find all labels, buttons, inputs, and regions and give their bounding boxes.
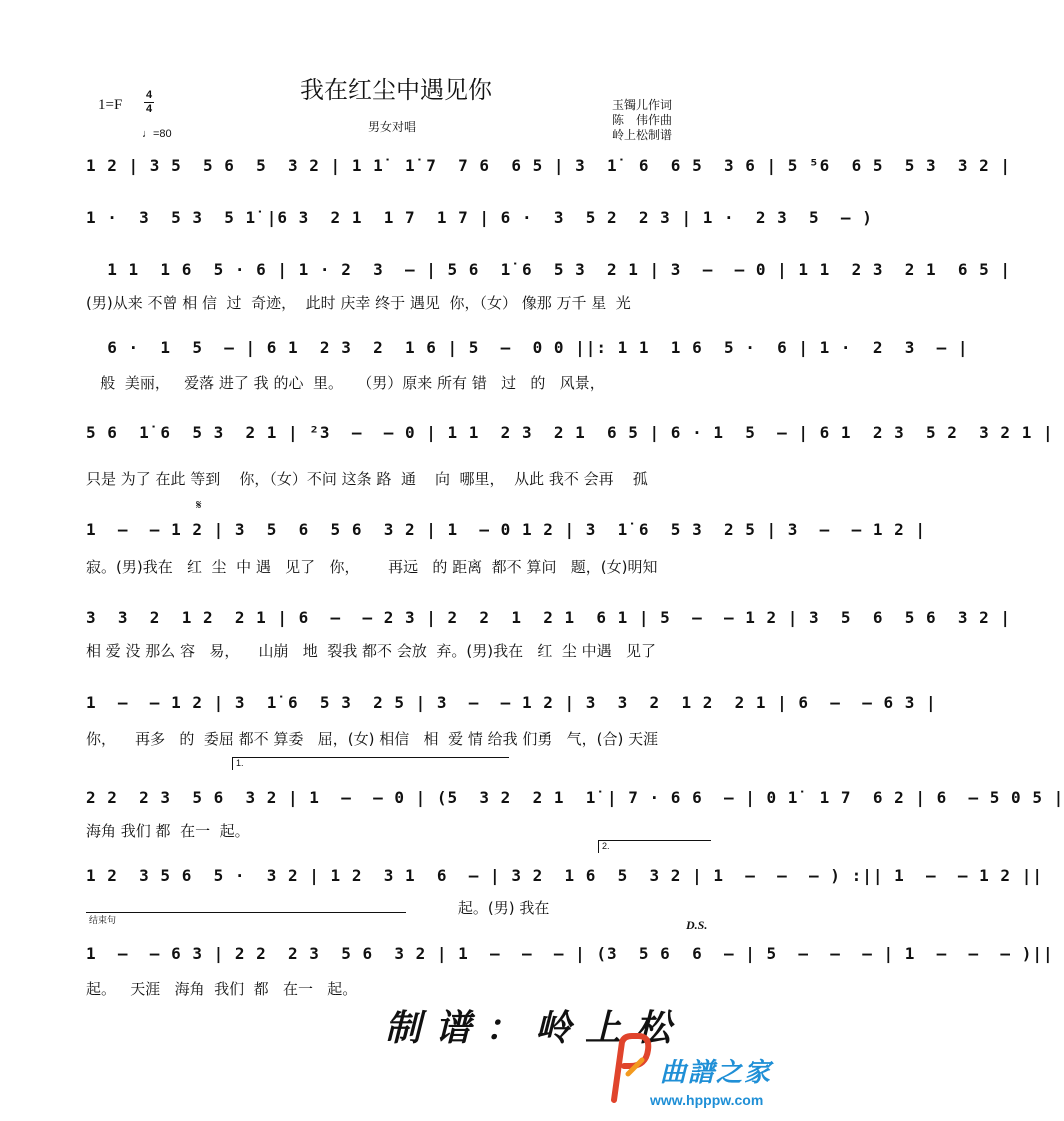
volta-2-label: 2. [602, 841, 610, 851]
lyric-row-3: (男)从来 不曾 相 信 过 奇迹， 此时 庆幸 终于 遇见 你，（女） 像那 万千 星 光 [86, 294, 631, 312]
lyric-row-4: 般 美丽， 爱落 进了 我 的心 里。 （男）原来 所有 错 过 的 风景， [86, 374, 605, 392]
lyricist-credit: 玉镯儿作词 [612, 98, 673, 112]
volta-1-label: 1. [236, 758, 244, 768]
lyric-row-8: 你， 再多 的 委屈 都不 算委 屈，(女) 相信 相 爱 情 给我 们勇 气，(合) 天涯 [86, 730, 659, 748]
staff-row-4 [86, 330, 969, 368]
song-subtitle: 男女对唱 [368, 120, 417, 134]
staff-row-3 [86, 252, 1012, 290]
logo-p-icon [608, 1034, 652, 1104]
notation-row-8: 1 – – 1 2 | 3 1̇ 6 5 3 2 5 | 3 – – 1 2 | 3 3 2 1 2 2 1 | 6 – – 6 3 | [86, 693, 937, 712]
notation-row-7: 3 3 2 1 2 2 1 | 6 – – 2 3 | 2 2 1 2 1 6 1 | 5 – – 1 2 | 3 5 6 5 6 3 2 | [86, 608, 1012, 627]
lyric-row-5: 只是 为了 在此 等到 你，（女）不问 这条 路 通 向 哪里， 从此 我不 会再 孤 [86, 470, 648, 488]
ending-bracket [86, 912, 406, 925]
staff-row-11 [86, 936, 1054, 974]
volta-1-bracket [232, 757, 509, 770]
ending-label: 结束句 [89, 915, 117, 925]
composer-credit: 陈 伟作曲 [612, 113, 673, 127]
time-signature [144, 90, 154, 115]
staff-row-8 [86, 685, 937, 723]
staff-row-2 [86, 200, 873, 238]
arranger-signature: 制谱：岭上松 [385, 1007, 686, 1049]
watermark-brand: 曲譜之家 [660, 1058, 773, 1088]
ds-mark: D.S. [686, 918, 708, 932]
lyric-row-10: 起。(男) 我在 [86, 899, 550, 917]
segno-mark: 𝄋 [196, 498, 202, 513]
notation-row-1: 1 2 | 3 5 5 6 5 3 2 | 1 1̇ 1̇ 7 7 6 6 5 | 3 1̇ 6 6 5 3 6 | 5 ⁵6 6 5 5 3 3 2 | [86, 156, 1012, 175]
time-signature-top: 4 [145, 89, 153, 101]
watermark-url: www.hpppw.com [650, 1092, 764, 1108]
site-watermark [600, 1030, 790, 1115]
notation-row-11: 1 – – 6 3 | 2 2 2 3 5 6 3 2 | 1 – – – | (3 5 6 6 – | 5 – – – | 1 – – – )|| [86, 944, 1054, 963]
lyric-row-9: 海角 我们 都 在一 起。 [86, 822, 250, 840]
notation-row-3: 1 1 1 6 5 · 6 | 1 · 2 3 – | 5 6 1̇ 6 5 3 2 1 | 3 – – 0 | 1 1 2 3 2 1 6 5 | [86, 260, 1012, 279]
time-signature-bottom: 4 [145, 103, 153, 115]
lyric-row-7: 相 爱 没 那么 容 易， 山崩 地 裂我 都不 会放 弃。(男)我在 红 尘 中遇 见了 [86, 642, 656, 660]
staff-row-7 [86, 600, 1012, 638]
volta-2-bracket [598, 840, 711, 853]
notation-row-4: 6 · 1 5 – | 6 1 2 3 2 1 6 | 5 – 0 0 ||: 1 1 1 6 5 · 6 | 1 · 2 3 – | [86, 338, 969, 357]
tempo-marking: ♩=80 [142, 128, 172, 140]
notation-row-10: 1 2 3 5 6 5 · 3 2 | 1 2 3 1 6 – | 3 2 1 6 5 3 2 | 1 – – – ) :|| 1 – – 1 2 || [86, 866, 1043, 885]
credits [612, 98, 672, 143]
notation-row-2: 1 · 3 5 3 5 1̇ |6 3 2 1 1 7 1 7 | 6 · 3 5 2 2 3 | 1 · 2 3 5 – ) [86, 208, 873, 227]
key-signature: 1=F [98, 97, 123, 113]
song-title: 我在红尘中遇见你 [300, 76, 492, 104]
staff-row-10 [86, 858, 1043, 896]
staff-row-5 [86, 415, 1054, 453]
notation-row-5: 5 6 1̇ 6 5 3 2 1 | ²3 – – 0 | 1 1 2 3 2 1 6 5 | 6 · 1 5 – | 6 1 2 3 5 2 3 2 1 | [86, 423, 1054, 442]
lyric-row-11: 起。 天涯 海角 我们 都 在一 起。 [86, 980, 358, 998]
staff-row-9 [86, 780, 1064, 818]
notation-row-9: 2 2 2 3 5 6 3 2 | 1 – – 0 | (5 3 2 2 1 1̇ | 7 · 6 6 – | 0 1̇ 1 7 6 2 | 6 – 5 0 5 | [86, 788, 1064, 807]
staff-row-1 [86, 148, 1012, 186]
notation-row-6: 1 – – 1 2 | 3 5 6 5 6 3 2 | 1 – 0 1 2 | 3 1̇ 6 5 3 2 5 | 3 – – 1 2 | [86, 520, 926, 539]
arranger-credit: 岭上松制谱 [612, 128, 673, 142]
staff-row-6 [86, 512, 926, 550]
lyric-row-6: 寂。(男)我在 红 尘 中 遇 见了 你， 再远 的 距离 都不 算问 题，(女)明知 [86, 558, 658, 576]
